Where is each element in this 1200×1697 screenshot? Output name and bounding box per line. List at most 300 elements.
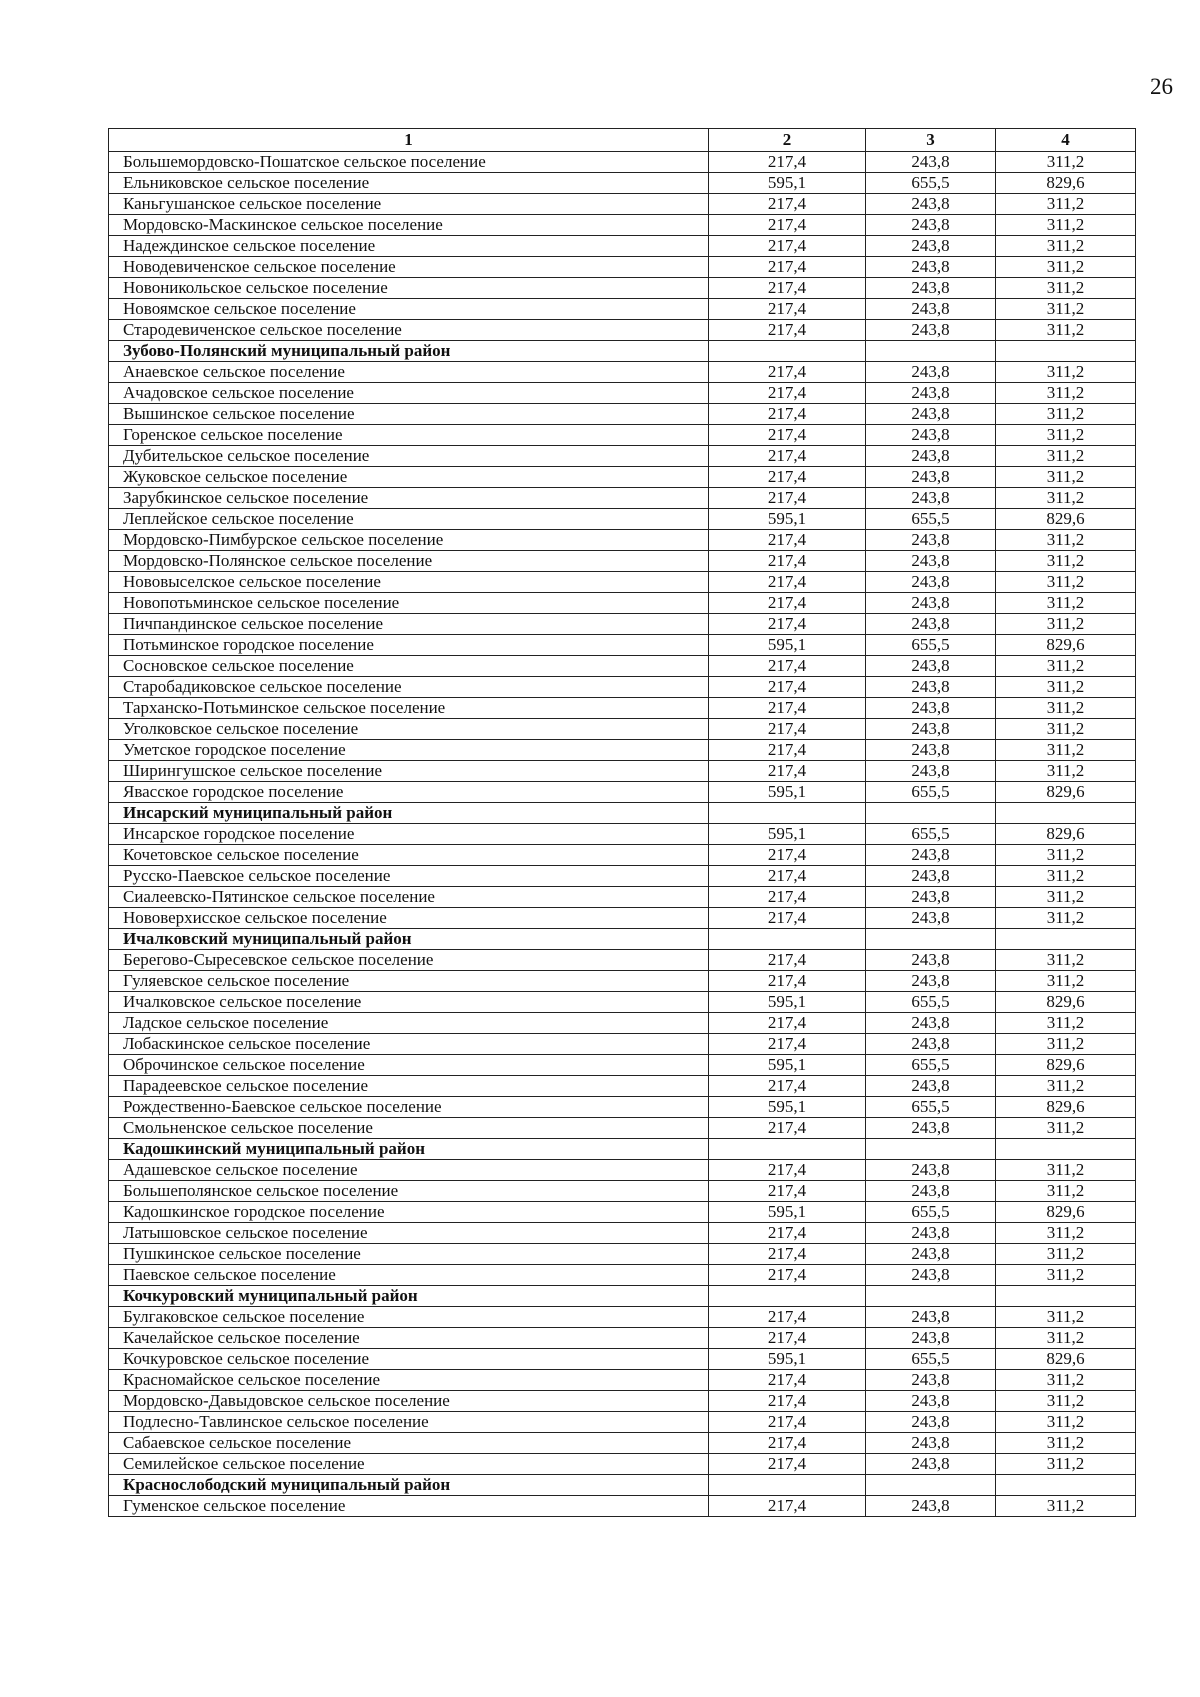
value-col-2-cell: 217,4 <box>709 719 866 740</box>
value-col-3-cell: 243,8 <box>866 1034 996 1055</box>
settlement-name-cell: Леплейское сельское поселение <box>109 509 709 530</box>
value-col-3-cell: 655,5 <box>866 824 996 845</box>
value-col-4-cell: 311,2 <box>996 614 1136 635</box>
value-col-3-cell: 655,5 <box>866 1097 996 1118</box>
value-col-4-cell: 311,2 <box>996 194 1136 215</box>
value-col-4-cell: 311,2 <box>996 887 1136 908</box>
value-col-4-cell: 311,2 <box>996 1223 1136 1244</box>
settlement-name-cell: Уголковское сельское поселение <box>109 719 709 740</box>
settlement-name-cell: Большеполянское сельское поселение <box>109 1181 709 1202</box>
settlement-name-cell: Вышинское сельское поселение <box>109 404 709 425</box>
settlement-name-cell: Рождественно-Баевское сельское поселение <box>109 1097 709 1118</box>
value-col-2-cell: 217,4 <box>709 425 866 446</box>
settlement-name-cell: Большемордовско-Пошатское сельское поселение <box>109 152 709 173</box>
value-col-4-cell: 311,2 <box>996 656 1136 677</box>
value-col-4-cell: 829,6 <box>996 1055 1136 1076</box>
table-row <box>109 782 1136 803</box>
value-col-3-cell: 243,8 <box>866 1076 996 1097</box>
value-col-2-cell <box>709 1475 866 1496</box>
value-col-4-cell: 311,2 <box>996 299 1136 320</box>
value-col-3-cell: 243,8 <box>866 761 996 782</box>
column-header-1: 1 <box>109 129 709 152</box>
table-row <box>109 1223 1136 1244</box>
table-row <box>109 1265 1136 1286</box>
value-col-3-cell: 243,8 <box>866 236 996 257</box>
value-col-2-cell: 217,4 <box>709 467 866 488</box>
value-col-3-cell: 243,8 <box>866 1433 996 1454</box>
value-col-2-cell: 217,4 <box>709 614 866 635</box>
value-col-4-cell: 311,2 <box>996 1034 1136 1055</box>
table-row <box>109 761 1136 782</box>
value-col-2-cell <box>709 1286 866 1307</box>
value-col-2-cell: 217,4 <box>709 887 866 908</box>
value-col-3-cell: 243,8 <box>866 299 996 320</box>
value-col-3-cell: 243,8 <box>866 1391 996 1412</box>
value-col-4-cell: 829,6 <box>996 1202 1136 1223</box>
settlement-name-cell: Лобаскинское сельское поселение <box>109 1034 709 1055</box>
settlement-name-cell: Парадеевское сельское поселение <box>109 1076 709 1097</box>
table-row <box>109 1454 1136 1475</box>
settlement-name-cell: Берегово-Сыресевское сельское поселение <box>109 950 709 971</box>
settlement-name-cell: Адашевское сельское поселение <box>109 1160 709 1181</box>
value-col-4-cell: 311,2 <box>996 1433 1136 1454</box>
settlement-name-cell: Латышовское сельское поселение <box>109 1223 709 1244</box>
table-row <box>109 614 1136 635</box>
table-row <box>109 194 1136 215</box>
value-col-2-cell: 595,1 <box>709 1202 866 1223</box>
value-col-2-cell <box>709 929 866 950</box>
value-col-4-cell: 311,2 <box>996 404 1136 425</box>
value-col-2-cell: 217,4 <box>709 299 866 320</box>
settlement-name-cell: Ширингушское сельское поселение <box>109 761 709 782</box>
table-row <box>109 488 1136 509</box>
value-col-2-cell: 217,4 <box>709 446 866 467</box>
value-col-2-cell: 217,4 <box>709 845 866 866</box>
value-col-3-cell: 243,8 <box>866 257 996 278</box>
value-col-2-cell: 217,4 <box>709 1391 866 1412</box>
value-col-4-cell: 829,6 <box>996 1349 1136 1370</box>
value-col-2-cell <box>709 1139 866 1160</box>
value-col-2-cell: 595,1 <box>709 635 866 656</box>
value-col-4-cell: 311,2 <box>996 845 1136 866</box>
value-col-2-cell: 217,4 <box>709 194 866 215</box>
settlement-name-cell: Инсарское городское поселение <box>109 824 709 845</box>
value-col-2-cell: 217,4 <box>709 677 866 698</box>
table-row <box>109 1076 1136 1097</box>
district-name-cell: Ичалковский муниципальный район <box>109 929 709 950</box>
value-col-4-cell: 311,2 <box>996 740 1136 761</box>
value-col-3-cell: 243,8 <box>866 404 996 425</box>
table-row <box>109 992 1136 1013</box>
value-col-4-cell: 311,2 <box>996 971 1136 992</box>
settlement-name-cell: Анаевское сельское поселение <box>109 362 709 383</box>
table-row <box>109 1160 1136 1181</box>
value-col-3-cell: 243,8 <box>866 194 996 215</box>
table-row <box>109 1370 1136 1391</box>
value-col-3-cell: 243,8 <box>866 971 996 992</box>
value-col-3-cell <box>866 929 996 950</box>
value-col-3-cell: 243,8 <box>866 152 996 173</box>
value-col-4-cell: 311,2 <box>996 551 1136 572</box>
value-col-3-cell: 243,8 <box>866 572 996 593</box>
value-col-3-cell: 243,8 <box>866 1265 996 1286</box>
district-heading-row <box>109 803 1136 824</box>
value-col-2-cell: 217,4 <box>709 530 866 551</box>
value-col-3-cell: 243,8 <box>866 1496 996 1517</box>
table-row <box>109 1307 1136 1328</box>
settlement-name-cell: Кочетовское сельское поселение <box>109 845 709 866</box>
value-col-3-cell: 655,5 <box>866 992 996 1013</box>
district-heading-row <box>109 929 1136 950</box>
value-col-3-cell: 655,5 <box>866 1055 996 1076</box>
settlement-name-cell: Нововыселское сельское поселение <box>109 572 709 593</box>
value-col-3-cell: 655,5 <box>866 1202 996 1223</box>
value-col-3-cell: 243,8 <box>866 719 996 740</box>
value-col-2-cell: 217,4 <box>709 1433 866 1454</box>
value-col-3-cell: 243,8 <box>866 467 996 488</box>
value-col-2-cell: 217,4 <box>709 866 866 887</box>
value-col-3-cell: 655,5 <box>866 782 996 803</box>
value-col-3-cell: 243,8 <box>866 1013 996 1034</box>
settlement-name-cell: Пушкинское сельское поселение <box>109 1244 709 1265</box>
table-row <box>109 404 1136 425</box>
value-col-4-cell <box>996 341 1136 362</box>
value-col-4-cell: 311,2 <box>996 383 1136 404</box>
column-header-4: 4 <box>996 129 1136 152</box>
value-col-4-cell: 311,2 <box>996 677 1136 698</box>
table-row <box>109 1391 1136 1412</box>
district-heading-row <box>109 1139 1136 1160</box>
value-col-4-cell <box>996 1286 1136 1307</box>
district-heading-row <box>109 1286 1136 1307</box>
value-col-3-cell: 655,5 <box>866 1349 996 1370</box>
settlement-name-cell: Горенское сельское поселение <box>109 425 709 446</box>
value-col-4-cell: 311,2 <box>996 1244 1136 1265</box>
value-col-4-cell: 311,2 <box>996 1307 1136 1328</box>
value-col-4-cell: 829,6 <box>996 992 1136 1013</box>
value-col-4-cell <box>996 803 1136 824</box>
value-col-3-cell: 243,8 <box>866 1244 996 1265</box>
value-col-4-cell: 311,2 <box>996 488 1136 509</box>
value-col-4-cell: 311,2 <box>996 866 1136 887</box>
value-col-3-cell: 243,8 <box>866 1118 996 1139</box>
value-col-4-cell: 311,2 <box>996 761 1136 782</box>
value-col-2-cell: 217,4 <box>709 404 866 425</box>
settlement-name-cell: Русско-Паевское сельское поселение <box>109 866 709 887</box>
value-col-2-cell: 217,4 <box>709 278 866 299</box>
value-col-2-cell: 595,1 <box>709 1097 866 1118</box>
tariff-table-container <box>108 128 1135 1517</box>
table-row <box>109 950 1136 971</box>
value-col-2-cell: 217,4 <box>709 656 866 677</box>
value-col-4-cell <box>996 929 1136 950</box>
value-col-4-cell: 311,2 <box>996 1370 1136 1391</box>
district-name-cell: Инсарский муниципальный район <box>109 803 709 824</box>
value-col-2-cell: 217,4 <box>709 572 866 593</box>
district-name-cell: Кадошкинский муниципальный район <box>109 1139 709 1160</box>
table-row <box>109 1202 1136 1223</box>
settlement-name-cell: Гуменское сельское поселение <box>109 1496 709 1517</box>
value-col-2-cell: 217,4 <box>709 1013 866 1034</box>
table-row <box>109 1433 1136 1454</box>
value-col-2-cell: 217,4 <box>709 1118 866 1139</box>
value-col-4-cell: 829,6 <box>996 782 1136 803</box>
value-col-2-cell: 217,4 <box>709 1412 866 1433</box>
value-col-3-cell: 243,8 <box>866 362 996 383</box>
value-col-2-cell: 217,4 <box>709 362 866 383</box>
table-row <box>109 740 1136 761</box>
table-row <box>109 635 1136 656</box>
value-col-4-cell: 311,2 <box>996 1160 1136 1181</box>
settlement-name-cell: Качелайское сельское поселение <box>109 1328 709 1349</box>
table-row <box>109 299 1136 320</box>
value-col-2-cell: 217,4 <box>709 908 866 929</box>
value-col-2-cell: 217,4 <box>709 1496 866 1517</box>
settlement-name-cell: Ладское сельское поселение <box>109 1013 709 1034</box>
table-row <box>109 1181 1136 1202</box>
table-row <box>109 509 1136 530</box>
value-col-2-cell: 595,1 <box>709 782 866 803</box>
value-col-2-cell: 217,4 <box>709 1328 866 1349</box>
settlement-name-cell: Явасское городское поселение <box>109 782 709 803</box>
value-col-2-cell: 217,4 <box>709 1265 866 1286</box>
value-col-2-cell: 217,4 <box>709 593 866 614</box>
table-row <box>109 824 1136 845</box>
table-row <box>109 572 1136 593</box>
table-row <box>109 866 1136 887</box>
settlement-name-cell: Уметское городское поселение <box>109 740 709 761</box>
table-row <box>109 1097 1136 1118</box>
value-col-4-cell: 311,2 <box>996 320 1136 341</box>
value-col-2-cell: 217,4 <box>709 1034 866 1055</box>
settlement-name-cell: Новоникольское сельское поселение <box>109 278 709 299</box>
table-row <box>109 1328 1136 1349</box>
value-col-3-cell: 243,8 <box>866 866 996 887</box>
settlement-name-cell: Ельниковское сельское поселение <box>109 173 709 194</box>
settlement-name-cell: Смольненское сельское поселение <box>109 1118 709 1139</box>
value-col-4-cell: 311,2 <box>996 236 1136 257</box>
table-row <box>109 887 1136 908</box>
settlement-name-cell: Мордовско-Пимбурское сельское поселение <box>109 530 709 551</box>
value-col-2-cell: 217,4 <box>709 320 866 341</box>
value-col-3-cell: 243,8 <box>866 1412 996 1433</box>
settlement-name-cell: Булгаковское сельское поселение <box>109 1307 709 1328</box>
settlement-name-cell: Ачадовское сельское поселение <box>109 383 709 404</box>
value-col-4-cell: 311,2 <box>996 908 1136 929</box>
settlement-name-cell: Красномайское сельское поселение <box>109 1370 709 1391</box>
value-col-2-cell: 595,1 <box>709 1055 866 1076</box>
value-col-3-cell: 655,5 <box>866 509 996 530</box>
settlement-name-cell: Дубительское сельское поселение <box>109 446 709 467</box>
value-col-4-cell: 311,2 <box>996 1118 1136 1139</box>
table-row <box>109 362 1136 383</box>
table-row <box>109 1118 1136 1139</box>
value-col-2-cell: 595,1 <box>709 509 866 530</box>
settlement-name-cell: Паевское сельское поселение <box>109 1265 709 1286</box>
value-col-2-cell: 217,4 <box>709 1181 866 1202</box>
value-col-2-cell: 595,1 <box>709 824 866 845</box>
table-row <box>109 383 1136 404</box>
value-col-4-cell: 311,2 <box>996 1013 1136 1034</box>
value-col-3-cell <box>866 341 996 362</box>
district-name-cell: Зубово-Полянский муниципальный район <box>109 341 709 362</box>
value-col-3-cell: 655,5 <box>866 173 996 194</box>
value-col-2-cell: 217,4 <box>709 1454 866 1475</box>
settlement-name-cell: Мордовско-Маскинское сельское поселение <box>109 215 709 236</box>
table-row <box>109 593 1136 614</box>
value-col-3-cell: 243,8 <box>866 740 996 761</box>
table-row <box>109 1055 1136 1076</box>
table-row <box>109 1034 1136 1055</box>
value-col-3-cell: 243,8 <box>866 908 996 929</box>
value-col-2-cell: 217,4 <box>709 1370 866 1391</box>
value-col-3-cell: 243,8 <box>866 446 996 467</box>
value-col-4-cell: 311,2 <box>996 698 1136 719</box>
value-col-2-cell: 217,4 <box>709 1160 866 1181</box>
settlement-name-cell: Нововерхисское сельское поселение <box>109 908 709 929</box>
settlement-name-cell: Зарубкинское сельское поселение <box>109 488 709 509</box>
value-col-4-cell: 829,6 <box>996 173 1136 194</box>
district-heading-row <box>109 341 1136 362</box>
value-col-3-cell: 243,8 <box>866 593 996 614</box>
value-col-4-cell: 829,6 <box>996 824 1136 845</box>
value-col-4-cell <box>996 1139 1136 1160</box>
table-row <box>109 425 1136 446</box>
settlement-name-cell: Сосновское сельское поселение <box>109 656 709 677</box>
table-row <box>109 698 1136 719</box>
table-row <box>109 215 1136 236</box>
value-col-3-cell: 243,8 <box>866 1223 996 1244</box>
table-row <box>109 1013 1136 1034</box>
value-col-2-cell: 217,4 <box>709 215 866 236</box>
table-row <box>109 467 1136 488</box>
value-col-2-cell: 217,4 <box>709 971 866 992</box>
value-col-2-cell: 595,1 <box>709 173 866 194</box>
value-col-4-cell: 311,2 <box>996 215 1136 236</box>
value-col-3-cell: 243,8 <box>866 215 996 236</box>
value-col-2-cell: 217,4 <box>709 1223 866 1244</box>
value-col-4-cell: 311,2 <box>996 425 1136 446</box>
table-row <box>109 1349 1136 1370</box>
table-row <box>109 908 1136 929</box>
value-col-3-cell <box>866 1139 996 1160</box>
district-name-cell: Кочкуровский муниципальный район <box>109 1286 709 1307</box>
value-col-3-cell: 243,8 <box>866 614 996 635</box>
district-heading-row <box>109 1475 1136 1496</box>
value-col-2-cell: 217,4 <box>709 383 866 404</box>
settlement-name-cell: Подлесно-Тавлинское сельское поселение <box>109 1412 709 1433</box>
value-col-2-cell <box>709 341 866 362</box>
table-row <box>109 173 1136 194</box>
value-col-3-cell <box>866 1475 996 1496</box>
settlement-name-cell: Новопотьминское сельское поселение <box>109 593 709 614</box>
value-col-3-cell: 243,8 <box>866 320 996 341</box>
value-col-4-cell: 311,2 <box>996 1076 1136 1097</box>
value-col-3-cell: 243,8 <box>866 845 996 866</box>
settlement-name-cell: Старобадиковское сельское поселение <box>109 677 709 698</box>
value-col-3-cell: 243,8 <box>866 425 996 446</box>
settlement-name-cell: Новодевиченское сельское поселение <box>109 257 709 278</box>
settlement-name-cell: Кадошкинское городское поселение <box>109 1202 709 1223</box>
settlement-name-cell: Стародевиченское сельское поселение <box>109 320 709 341</box>
settlement-name-cell: Новоямское сельское поселение <box>109 299 709 320</box>
value-col-3-cell: 243,8 <box>866 656 996 677</box>
table-header-row <box>109 129 1136 152</box>
table-row <box>109 1244 1136 1265</box>
value-col-3-cell: 243,8 <box>866 278 996 299</box>
table-row <box>109 278 1136 299</box>
settlement-name-cell: Семилейское сельское поселение <box>109 1454 709 1475</box>
table-row <box>109 845 1136 866</box>
table-row <box>109 1496 1136 1517</box>
value-col-4-cell: 311,2 <box>996 950 1136 971</box>
value-col-4-cell: 311,2 <box>996 362 1136 383</box>
settlement-name-cell: Ичалковское сельское поселение <box>109 992 709 1013</box>
value-col-3-cell: 243,8 <box>866 887 996 908</box>
settlement-name-cell: Сабаевское сельское поселение <box>109 1433 709 1454</box>
table-body <box>109 152 1136 1517</box>
column-header-2: 2 <box>709 129 866 152</box>
value-col-2-cell: 217,4 <box>709 740 866 761</box>
value-col-4-cell: 311,2 <box>996 719 1136 740</box>
table-row <box>109 530 1136 551</box>
table-row <box>109 1412 1136 1433</box>
value-col-2-cell <box>709 803 866 824</box>
value-col-4-cell: 311,2 <box>996 1328 1136 1349</box>
settlement-name-cell: Потьминское городское поселение <box>109 635 709 656</box>
value-col-3-cell: 243,8 <box>866 1454 996 1475</box>
value-col-4-cell: 311,2 <box>996 1496 1136 1517</box>
settlement-name-cell: Тарханско-Потьминское сельское поселение <box>109 698 709 719</box>
settlement-name-cell: Надеждинское сельское поселение <box>109 236 709 257</box>
value-col-2-cell: 217,4 <box>709 152 866 173</box>
value-col-4-cell: 311,2 <box>996 1412 1136 1433</box>
table-row <box>109 656 1136 677</box>
value-col-4-cell: 829,6 <box>996 509 1136 530</box>
settlement-name-cell: Сиалеевско-Пятинское сельское поселение <box>109 887 709 908</box>
value-col-2-cell: 217,4 <box>709 950 866 971</box>
value-col-2-cell: 217,4 <box>709 1307 866 1328</box>
value-col-4-cell: 311,2 <box>996 1265 1136 1286</box>
value-col-4-cell: 311,2 <box>996 446 1136 467</box>
table-row <box>109 719 1136 740</box>
value-col-4-cell: 829,6 <box>996 635 1136 656</box>
value-col-4-cell: 311,2 <box>996 1454 1136 1475</box>
table-row <box>109 257 1136 278</box>
value-col-4-cell: 311,2 <box>996 467 1136 488</box>
value-col-2-cell: 217,4 <box>709 488 866 509</box>
value-col-3-cell: 243,8 <box>866 1307 996 1328</box>
value-col-2-cell: 217,4 <box>709 551 866 572</box>
value-col-4-cell: 311,2 <box>996 593 1136 614</box>
value-col-3-cell: 243,8 <box>866 677 996 698</box>
value-col-3-cell: 243,8 <box>866 488 996 509</box>
table-row <box>109 446 1136 467</box>
settlement-name-cell: Мордовско-Полянское сельское поселение <box>109 551 709 572</box>
value-col-3-cell: 243,8 <box>866 551 996 572</box>
value-col-3-cell <box>866 803 996 824</box>
value-col-3-cell: 655,5 <box>866 635 996 656</box>
value-col-3-cell: 243,8 <box>866 1160 996 1181</box>
value-col-3-cell: 243,8 <box>866 698 996 719</box>
value-col-4-cell: 311,2 <box>996 152 1136 173</box>
column-header-3: 3 <box>866 129 996 152</box>
table-row <box>109 677 1136 698</box>
value-col-2-cell: 595,1 <box>709 1349 866 1370</box>
value-col-4-cell: 311,2 <box>996 278 1136 299</box>
value-col-4-cell: 311,2 <box>996 1181 1136 1202</box>
value-col-2-cell: 217,4 <box>709 236 866 257</box>
